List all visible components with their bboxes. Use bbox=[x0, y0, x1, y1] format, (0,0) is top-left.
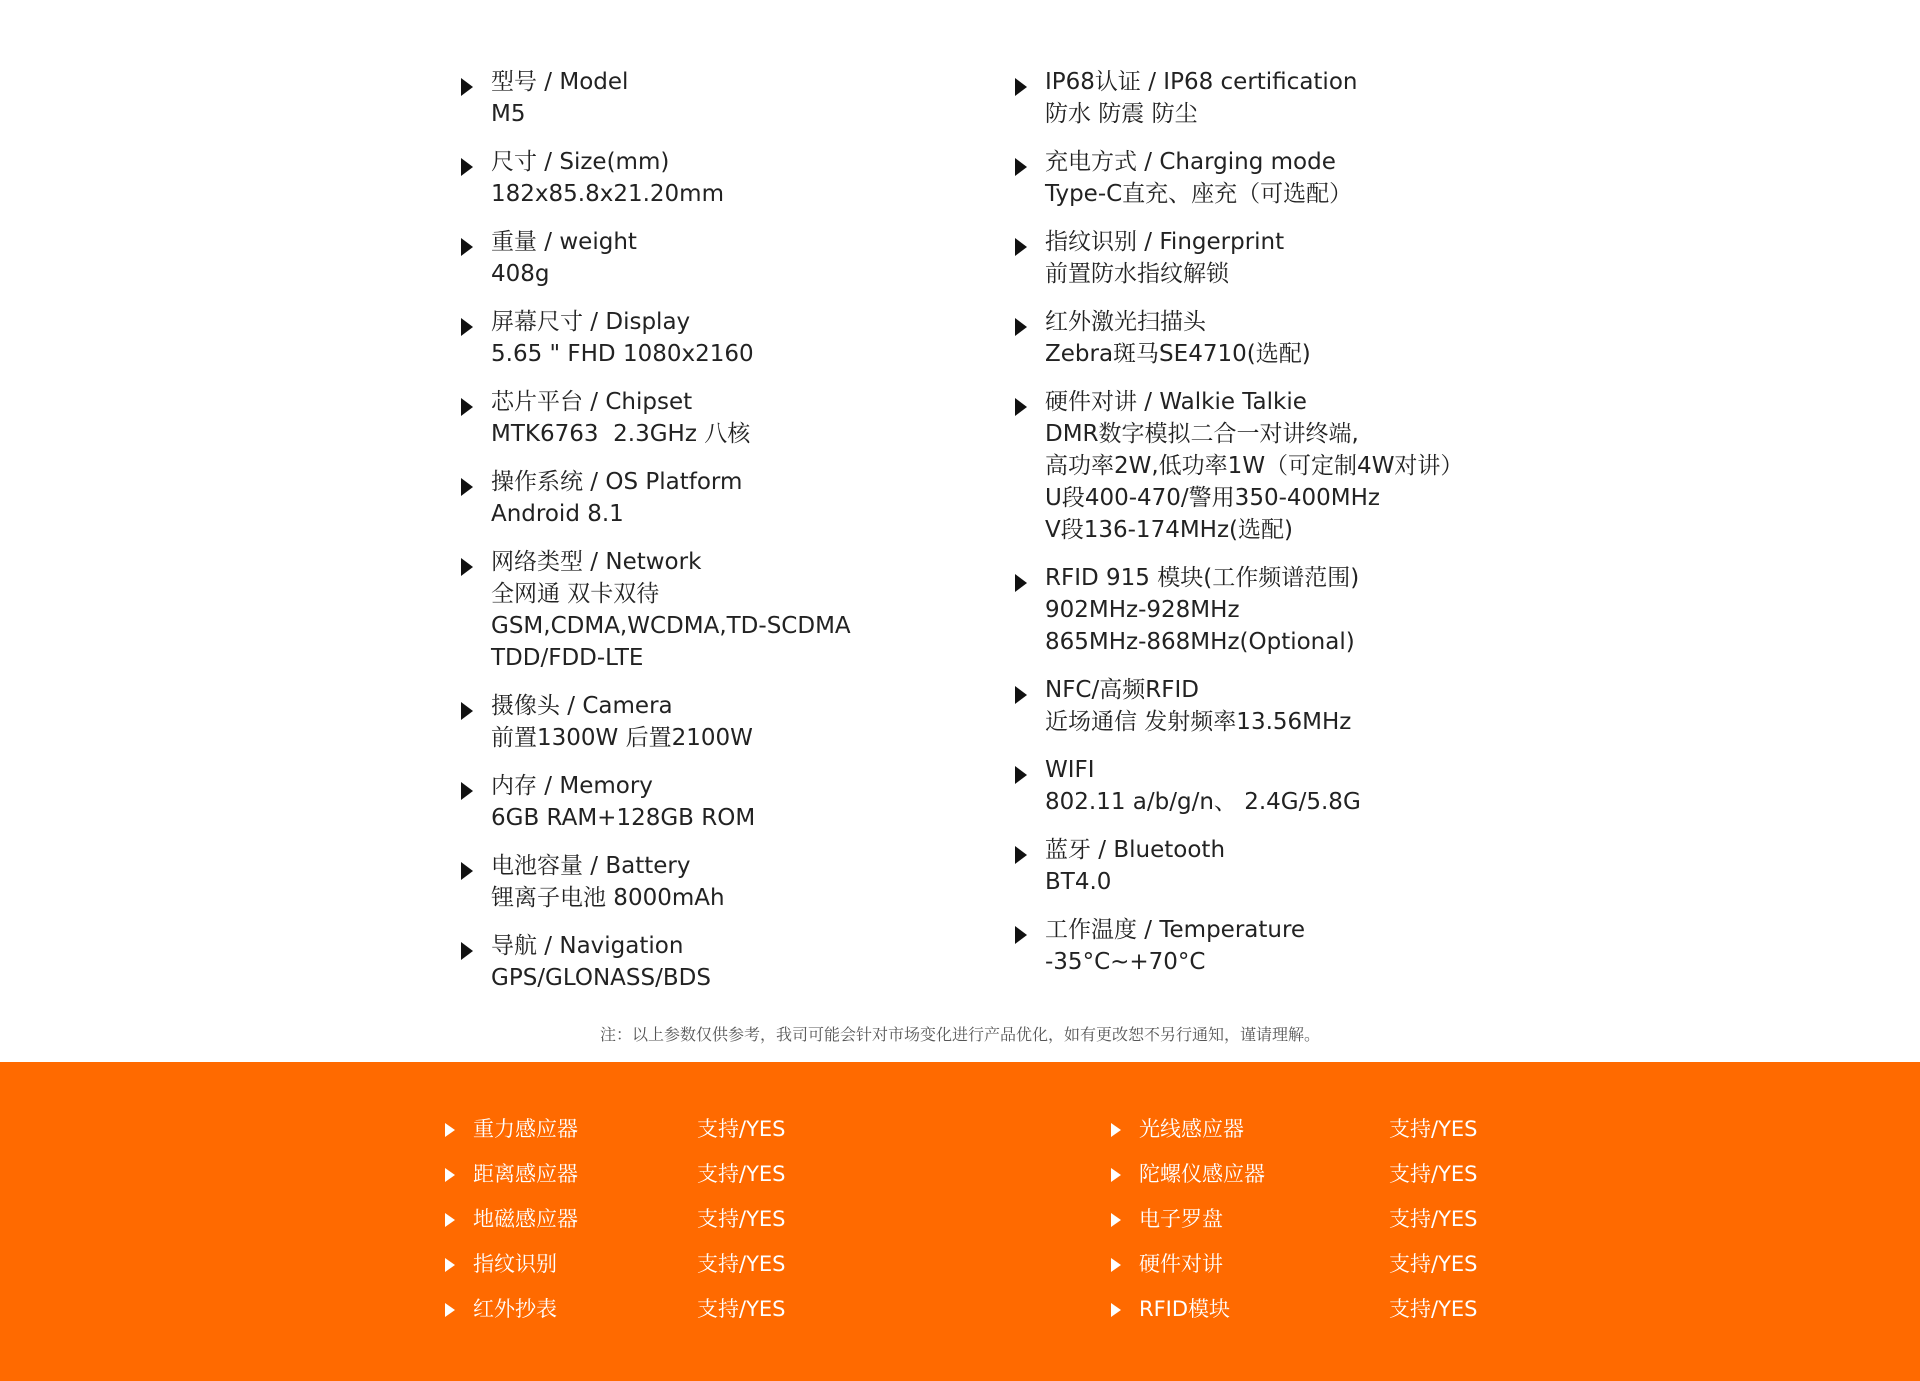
features-band bbox=[0, 1062, 1920, 1381]
triangle-bullet-icon bbox=[461, 702, 473, 720]
spec-item-memory bbox=[459, 770, 959, 834]
spec-value: -35°C~+70°C bbox=[1045, 949, 1206, 975]
feature-value: 支持/YES bbox=[697, 1252, 786, 1276]
triangle-bullet-icon bbox=[461, 558, 473, 576]
feature-name: 距离感应器 bbox=[473, 1162, 578, 1186]
spec-title: 重量 / weight bbox=[491, 229, 637, 255]
feature-name: 指纹识别 bbox=[473, 1252, 557, 1276]
feature-value: 支持/YES bbox=[697, 1297, 786, 1321]
feature-row bbox=[1110, 1158, 1480, 1203]
spec-item-fingerprint bbox=[1013, 226, 1613, 290]
feature-row bbox=[444, 1158, 804, 1203]
feature-row bbox=[1110, 1203, 1480, 1248]
spec-value: 全网通 双卡双待 bbox=[491, 581, 660, 607]
spec-item-os bbox=[459, 466, 959, 530]
spec-value: 防水 防震 防尘 bbox=[1045, 101, 1198, 127]
triangle-bullet-icon bbox=[1111, 1168, 1121, 1182]
spec-item-walkie-talkie bbox=[1013, 386, 1613, 546]
spec-item-camera bbox=[459, 690, 959, 754]
spec-value: 前置防水指纹解锁 bbox=[1045, 261, 1229, 287]
spec-item-weight bbox=[459, 226, 959, 290]
spec-value: 高功率2W,低功率1W（可定制4W对讲） bbox=[1045, 453, 1464, 479]
triangle-bullet-icon bbox=[1111, 1258, 1121, 1272]
spec-value: 6GB RAM+128GB ROM bbox=[491, 805, 756, 831]
feature-name: 陀螺仪感应器 bbox=[1139, 1162, 1265, 1186]
spec-value: M5 bbox=[491, 101, 526, 127]
triangle-bullet-icon bbox=[1015, 78, 1027, 96]
spec-item-wifi bbox=[1013, 754, 1613, 818]
spec-item-bluetooth bbox=[1013, 834, 1613, 898]
feature-column-right bbox=[1110, 1113, 1480, 1338]
triangle-bullet-icon bbox=[1015, 238, 1027, 256]
spec-title: 蓝牙 / Bluetooth bbox=[1045, 837, 1226, 863]
triangle-bullet-icon bbox=[461, 238, 473, 256]
feature-value: 支持/YES bbox=[1389, 1162, 1478, 1186]
triangle-bullet-icon bbox=[1015, 398, 1027, 416]
spec-title: 屏幕尺寸 / Display bbox=[491, 309, 691, 335]
spec-item-rfid bbox=[1013, 562, 1613, 658]
feature-name: 光线感应器 bbox=[1139, 1117, 1244, 1141]
triangle-bullet-icon bbox=[1015, 846, 1027, 864]
feature-row bbox=[1110, 1293, 1480, 1338]
feature-value: 支持/YES bbox=[697, 1207, 786, 1231]
feature-value: 支持/YES bbox=[1389, 1252, 1478, 1276]
spec-value: 802.11 a/b/g/n、 2.4G/5.8G bbox=[1045, 789, 1361, 815]
spec-item-charging bbox=[1013, 146, 1613, 210]
spec-value: 前置1300W 后置2100W bbox=[491, 725, 753, 751]
triangle-bullet-icon bbox=[461, 478, 473, 496]
feature-value: 支持/YES bbox=[1389, 1117, 1478, 1141]
feature-row bbox=[1110, 1248, 1480, 1293]
feature-column-left bbox=[444, 1113, 804, 1338]
spec-column-right bbox=[1013, 66, 1613, 994]
spec-column-left bbox=[459, 66, 959, 1010]
feature-value: 支持/YES bbox=[1389, 1297, 1478, 1321]
spec-value: BT4.0 bbox=[1045, 869, 1112, 895]
disclaimer-note: 注：以上参数仅供参考，我司可能会针对市场变化进行产品优化，如有更改恕不另行通知，谨请理解。 bbox=[599, 1025, 1320, 1044]
triangle-bullet-icon bbox=[461, 942, 473, 960]
spec-item-network bbox=[459, 546, 959, 674]
spec-value: GPS/GLONASS/BDS bbox=[491, 965, 711, 991]
triangle-bullet-icon bbox=[1015, 766, 1027, 784]
spec-title: 网络类型 / Network bbox=[491, 549, 702, 575]
spec-title: 指纹识别 / Fingerprint bbox=[1045, 229, 1285, 255]
triangle-bullet-icon bbox=[1111, 1213, 1121, 1227]
spec-title: 电池容量 / Battery bbox=[491, 853, 691, 879]
spec-title: 充电方式 / Charging mode bbox=[1045, 149, 1336, 175]
spec-value: MTK6763 2.3GHz 八核 bbox=[491, 421, 751, 447]
spec-item-navigation bbox=[459, 930, 959, 994]
triangle-bullet-icon bbox=[445, 1168, 455, 1182]
feature-name: RFID模块 bbox=[1139, 1297, 1231, 1321]
triangle-bullet-icon bbox=[461, 318, 473, 336]
feature-name: 地磁感应器 bbox=[473, 1207, 578, 1231]
spec-title: 导航 / Navigation bbox=[491, 933, 684, 959]
spec-item-scanner bbox=[1013, 306, 1613, 370]
spec-value: 865MHz-868MHz(Optional) bbox=[1045, 629, 1355, 655]
triangle-bullet-icon bbox=[461, 398, 473, 416]
spec-item-nfc bbox=[1013, 674, 1613, 738]
feature-row bbox=[1110, 1113, 1480, 1158]
spec-value: GSM,CDMA,WCDMA,TD-SCDMA bbox=[491, 613, 851, 639]
spec-item-display bbox=[459, 306, 959, 370]
triangle-bullet-icon bbox=[1111, 1303, 1121, 1317]
triangle-bullet-icon bbox=[1015, 158, 1027, 176]
spec-value: Android 8.1 bbox=[491, 501, 624, 527]
spec-title: 操作系统 / OS Platform bbox=[491, 469, 743, 495]
feature-value: 支持/YES bbox=[697, 1117, 786, 1141]
feature-row bbox=[444, 1293, 804, 1338]
spec-item-size bbox=[459, 146, 959, 210]
feature-name: 硬件对讲 bbox=[1139, 1252, 1223, 1276]
triangle-bullet-icon bbox=[445, 1123, 455, 1137]
feature-row bbox=[444, 1203, 804, 1248]
triangle-bullet-icon bbox=[461, 782, 473, 800]
spec-title: RFID 915 模块(工作频谱范围) bbox=[1045, 565, 1360, 591]
feature-name: 红外抄表 bbox=[473, 1297, 557, 1321]
spec-title: 红外激光扫描头 bbox=[1045, 309, 1206, 335]
spec-value: U段400-470/警用350-400MHz bbox=[1045, 485, 1380, 511]
spec-value: Zebra斑马SE4710(选配) bbox=[1045, 341, 1311, 367]
spec-title: 型号 / Model bbox=[491, 69, 629, 95]
spec-value: 182x85.8x21.20mm bbox=[491, 181, 724, 207]
spec-title: 硬件对讲 / Walkie Talkie bbox=[1045, 389, 1307, 415]
feature-name: 电子罗盘 bbox=[1139, 1207, 1223, 1231]
spec-title: 工作温度 / Temperature bbox=[1045, 917, 1306, 943]
spec-title: WIFI bbox=[1045, 757, 1095, 783]
spec-item-chipset bbox=[459, 386, 959, 450]
triangle-bullet-icon bbox=[445, 1258, 455, 1272]
feature-name: 重力感应器 bbox=[473, 1117, 578, 1141]
spec-value: Type-C直充、座充（可选配） bbox=[1045, 181, 1353, 207]
spec-item-battery bbox=[459, 850, 959, 914]
spec-value: 近场通信 发射频率13.56MHz bbox=[1045, 709, 1352, 735]
triangle-bullet-icon bbox=[1015, 574, 1027, 592]
spec-title: IP68认证 / IP68 certification bbox=[1045, 69, 1358, 95]
triangle-bullet-icon bbox=[461, 158, 473, 176]
triangle-bullet-icon bbox=[461, 78, 473, 96]
spec-value: TDD/FDD-LTE bbox=[491, 645, 644, 671]
triangle-bullet-icon bbox=[1111, 1123, 1121, 1137]
triangle-bullet-icon bbox=[1015, 686, 1027, 704]
spec-title: 摄像头 / Camera bbox=[491, 693, 673, 719]
triangle-bullet-icon bbox=[1015, 318, 1027, 336]
triangle-bullet-icon bbox=[461, 862, 473, 880]
spec-value: 5.65 " FHD 1080x2160 bbox=[491, 341, 754, 367]
spec-value: 902MHz-928MHz bbox=[1045, 597, 1240, 623]
spec-title: NFC/高频RFID bbox=[1045, 677, 1199, 703]
spec-item-temperature bbox=[1013, 914, 1613, 978]
feature-row bbox=[444, 1248, 804, 1293]
triangle-bullet-icon bbox=[1015, 926, 1027, 944]
feature-value: 支持/YES bbox=[1389, 1207, 1478, 1231]
spec-title: 芯片平台 / Chipset bbox=[491, 389, 693, 415]
spec-value: 408g bbox=[491, 261, 550, 287]
spec-title: 尺寸 / Size(mm) bbox=[491, 149, 670, 175]
spec-value: DMR数字模拟二合一对讲终端, bbox=[1045, 421, 1359, 447]
triangle-bullet-icon bbox=[445, 1303, 455, 1317]
spec-item-ip68 bbox=[1013, 66, 1613, 130]
triangle-bullet-icon bbox=[445, 1213, 455, 1227]
spec-title: 内存 / Memory bbox=[491, 773, 653, 799]
spec-value: 锂离子电池 8000mAh bbox=[491, 885, 725, 911]
spec-value: V段136-174MHz(选配) bbox=[1045, 517, 1293, 543]
feature-row bbox=[444, 1113, 804, 1158]
feature-value: 支持/YES bbox=[697, 1162, 786, 1186]
spec-item-model bbox=[459, 66, 959, 130]
